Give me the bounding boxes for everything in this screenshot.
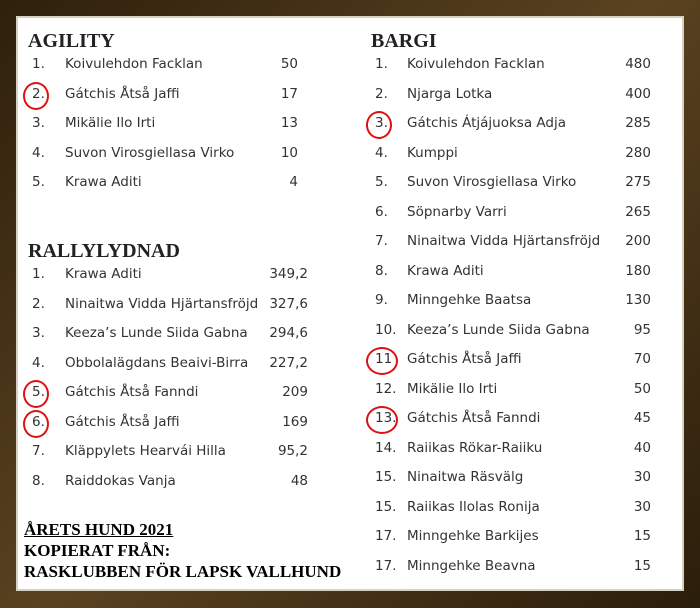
results-sheet bbox=[16, 16, 684, 591]
score: 227,2 bbox=[269, 354, 308, 371]
rank: 15. bbox=[375, 469, 397, 485]
list-item bbox=[375, 404, 651, 434]
dog-name: Kläppylets Hearvái Hilla bbox=[65, 443, 226, 459]
rank: 3. bbox=[32, 115, 45, 131]
list-item bbox=[32, 50, 298, 80]
rank: 5. bbox=[32, 174, 45, 190]
rallylydnad-list bbox=[32, 260, 308, 496]
dog-name: Keeza’s Lunde Siida Gabna bbox=[65, 325, 248, 341]
rank: 1. bbox=[375, 56, 388, 72]
score: 13 bbox=[280, 115, 298, 131]
list-item bbox=[32, 290, 308, 320]
score: 50 bbox=[280, 56, 298, 72]
list-item bbox=[375, 463, 651, 493]
dog-name: Raiddokas Vanja bbox=[65, 472, 176, 489]
list-item bbox=[375, 227, 651, 257]
dog-name: Raiikas Ilolas Ronija bbox=[407, 498, 540, 515]
score: 4 bbox=[289, 174, 298, 190]
score: 400 bbox=[625, 85, 651, 102]
list-item bbox=[375, 257, 651, 287]
score: 30 bbox=[633, 498, 651, 515]
score: 349,2 bbox=[269, 266, 308, 282]
dog-name: Gátchis Åtså Fanndi bbox=[407, 410, 541, 426]
list-item bbox=[32, 437, 308, 467]
rank: 17. bbox=[375, 557, 397, 574]
dog-name: Krawa Aditi bbox=[65, 266, 142, 282]
score: 169 bbox=[282, 413, 308, 430]
list-item bbox=[375, 198, 651, 228]
score: 95 bbox=[633, 321, 651, 338]
score: 200 bbox=[625, 233, 651, 249]
caption-source-label: KOPIERAT FRÅN: bbox=[24, 541, 171, 560]
score: 40 bbox=[633, 439, 651, 456]
list-item bbox=[32, 80, 298, 110]
dog-name: Suvon Virosgiellasa Virko bbox=[407, 174, 577, 190]
bargi-list bbox=[375, 50, 651, 581]
score: 15 bbox=[633, 528, 651, 544]
rank: 7. bbox=[32, 443, 45, 459]
agility-list bbox=[32, 50, 298, 198]
rank: 7. bbox=[375, 233, 388, 249]
rank: 15. bbox=[375, 498, 397, 515]
bargi-title: BARGI bbox=[371, 30, 437, 52]
dog-name: Kumppi bbox=[407, 144, 458, 161]
list-item bbox=[375, 168, 651, 198]
rank-circled: 2. bbox=[32, 80, 45, 110]
rallylydnad-title: RALLYLYDNAD bbox=[28, 240, 180, 262]
dog-name: Minngehke Baatsa bbox=[407, 292, 532, 308]
list-item bbox=[375, 434, 651, 464]
list-item bbox=[32, 378, 308, 408]
dog-name: Koivulehdon Facklan bbox=[65, 56, 203, 72]
list-item bbox=[375, 345, 651, 375]
dog-name: Minngehke Barkijes bbox=[407, 528, 539, 544]
rank: 9. bbox=[375, 292, 388, 308]
list-item bbox=[32, 349, 308, 379]
dog-name: Minngehke Beavna bbox=[407, 557, 536, 574]
score: 95,2 bbox=[277, 443, 308, 459]
rank-circled: 11 bbox=[375, 345, 392, 375]
dog-name: Krawa Aditi bbox=[407, 262, 484, 279]
score: 327,6 bbox=[269, 295, 308, 312]
list-item bbox=[375, 109, 651, 139]
list-item bbox=[32, 139, 298, 169]
list-item bbox=[375, 80, 651, 110]
rank: 5. bbox=[375, 174, 388, 190]
rank-circled: 5. bbox=[32, 378, 45, 408]
list-item bbox=[375, 139, 651, 169]
score: 480 bbox=[625, 56, 651, 72]
rank: 4. bbox=[32, 354, 45, 371]
dog-name: Gátchis Åtså Jaffi bbox=[65, 413, 180, 430]
score: 45 bbox=[633, 410, 651, 426]
dog-name: Njarga Lotka bbox=[407, 85, 493, 102]
list-item bbox=[32, 168, 298, 198]
list-item bbox=[375, 286, 651, 316]
rank: 4. bbox=[375, 144, 388, 161]
caption-source: RASKLUBBEN FÖR LAPSK VALLHUND bbox=[24, 562, 342, 581]
rank: 1. bbox=[32, 56, 45, 72]
dog-name: Raiikas Rökar-Raiiku bbox=[407, 439, 543, 456]
score: 10 bbox=[280, 144, 298, 161]
rank: 12. bbox=[375, 380, 397, 397]
rank: 2. bbox=[375, 85, 388, 102]
list-item bbox=[375, 375, 651, 405]
dog-name: Krawa Aditi bbox=[65, 174, 142, 190]
list-item bbox=[32, 467, 308, 497]
rank: 10. bbox=[375, 321, 397, 338]
list-item bbox=[32, 260, 308, 290]
dog-name: Keeza’s Lunde Siida Gabna bbox=[407, 321, 590, 338]
caption bbox=[24, 519, 341, 582]
rank-circled: 13. bbox=[375, 404, 396, 434]
dog-name: Koivulehdon Facklan bbox=[407, 56, 545, 72]
dog-name: Obbolalägdans Beaivi-Birra bbox=[65, 354, 249, 371]
rank: 17. bbox=[375, 528, 397, 544]
list-item bbox=[32, 408, 308, 438]
score: 280 bbox=[625, 144, 651, 161]
dog-name: Gátchis Átjájuoksa Adja bbox=[407, 115, 566, 131]
dog-name: Söpnarby Varri bbox=[407, 203, 507, 220]
rank: 6. bbox=[375, 203, 388, 220]
dog-name: Ninaitwa Räsvälg bbox=[407, 469, 524, 485]
score: 265 bbox=[625, 203, 651, 220]
rank-circled: 3. bbox=[375, 109, 388, 139]
dog-name: Gátchis Åtså Fanndi bbox=[65, 384, 199, 400]
dog-name: Ninaitwa Vidda Hjärtansfröjd bbox=[407, 233, 601, 249]
score: 15 bbox=[633, 557, 651, 574]
dog-name: Ninaitwa Vidda Hjärtansfröjd bbox=[65, 295, 259, 312]
list-item bbox=[375, 316, 651, 346]
list-item bbox=[32, 319, 308, 349]
score: 30 bbox=[633, 469, 651, 485]
dog-name: Gátchis Åtså Jaffi bbox=[407, 351, 522, 367]
rank: 8. bbox=[375, 262, 388, 279]
list-item bbox=[32, 109, 298, 139]
list-item bbox=[375, 493, 651, 523]
score: 180 bbox=[625, 262, 651, 279]
score: 70 bbox=[633, 351, 651, 367]
dog-name: Gátchis Åtså Jaffi bbox=[65, 85, 180, 102]
rank-circled: 6. bbox=[32, 408, 45, 438]
rank: 2. bbox=[32, 295, 45, 312]
rank: 3. bbox=[32, 325, 45, 341]
dog-name: Suvon Virosgiellasa Virko bbox=[65, 144, 235, 161]
dog-name: Mikälie Ilo Irti bbox=[407, 380, 498, 397]
score: 130 bbox=[625, 292, 651, 308]
dog-name: Mikälie Ilo Irti bbox=[65, 115, 156, 131]
score: 275 bbox=[625, 174, 651, 190]
score: 285 bbox=[625, 115, 651, 131]
score: 209 bbox=[282, 384, 308, 400]
rank: 1. bbox=[32, 266, 45, 282]
score: 48 bbox=[290, 472, 308, 489]
list-item bbox=[375, 552, 651, 582]
caption-title: ÅRETS HUND 2021 bbox=[24, 520, 174, 539]
list-item bbox=[375, 522, 651, 552]
rank: 4. bbox=[32, 144, 45, 161]
score: 50 bbox=[633, 380, 651, 397]
agility-title: AGILITY bbox=[28, 30, 115, 52]
rank: 8. bbox=[32, 472, 45, 489]
list-item bbox=[375, 50, 651, 80]
rank: 14. bbox=[375, 439, 397, 456]
score: 17 bbox=[280, 85, 298, 102]
score: 294,6 bbox=[269, 325, 308, 341]
